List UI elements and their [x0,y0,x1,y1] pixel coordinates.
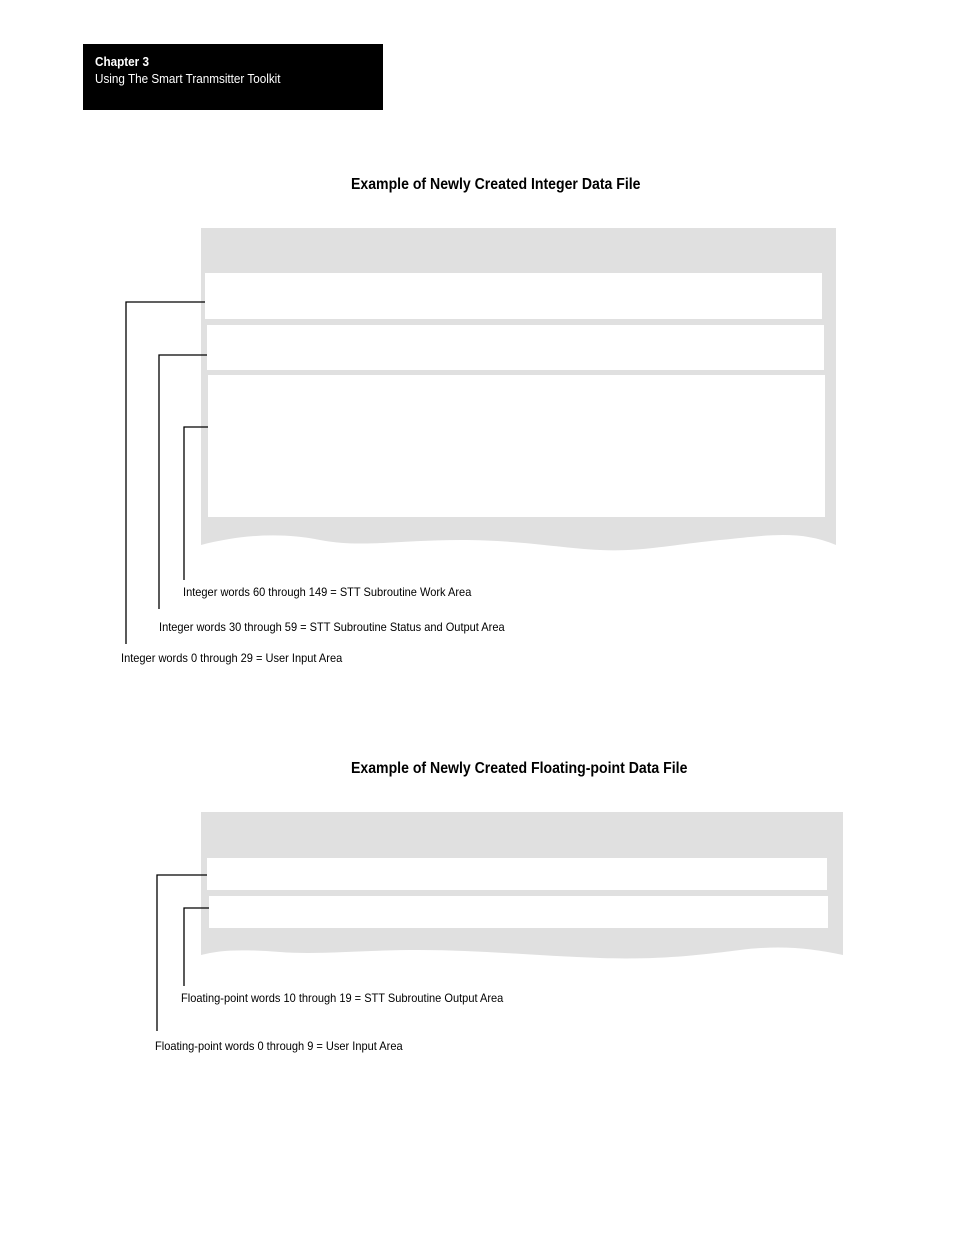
float-output-region [209,896,828,928]
callout-float-output: Floating-point words 10 through 19 = STT Subroutine Output Area [181,991,504,1005]
float-figure-title: Example of Newly Created Floating-point Data File [351,760,688,777]
callout-integer-work-area: Integer words 60 through 149 = STT Subroutine Work Area [183,585,472,599]
callout-integer-user-input: Integer words 0 through 29 = User Input Area [121,651,343,665]
chapter-title: Using The Smart Tranmsitter Toolkit [95,71,281,86]
float-user-input-region [207,858,827,890]
callout-float-user-input: Floating-point words 0 through 9 = User Input Area [155,1039,403,1053]
leader-line-float-user-input [157,875,207,1031]
integer-figure-title: Example of Newly Created Integer Data File [351,176,641,193]
chapter-number: Chapter 3 [95,54,149,69]
callout-integer-status-output: Integer words 30 through 59 = STT Subroutine Status and Output Area [159,620,505,634]
